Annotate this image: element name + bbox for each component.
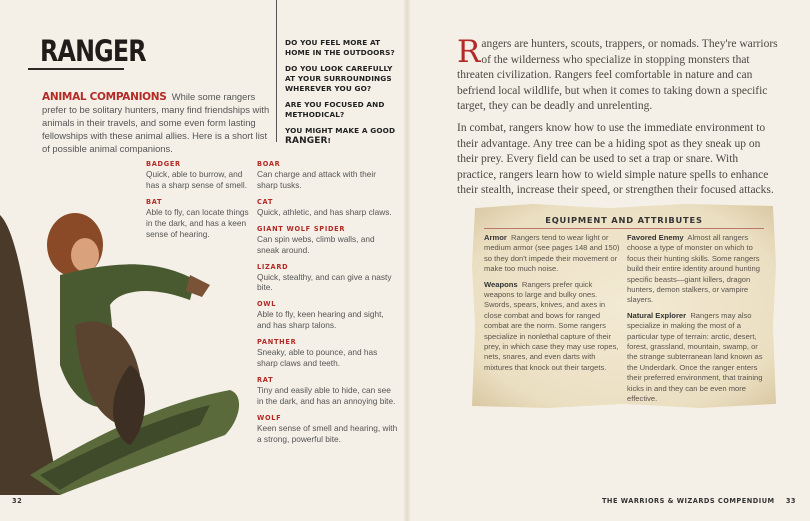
animal-name: BOAR — [257, 160, 281, 168]
animal-description: Able to fly, can locate things in the dark, and has a keen sense of hearing. — [146, 206, 249, 239]
animal-description: Quick, stealthy, and can give a nasty bite. — [257, 271, 392, 293]
animal-name: WOLF — [257, 413, 282, 422]
attribute — [627, 311, 765, 405]
animal-item — [257, 414, 399, 445]
question: ARE YOU FOCUSED AND METHODICAL? — [285, 100, 385, 119]
closing-q-text: YOU MIGHT MAKE A GOOD — [285, 126, 396, 135]
book-title: THE WARRIORS & WIZARDS COMPENDIUM — [601, 497, 775, 505]
page-number-right: 33 — [785, 497, 796, 505]
animal-name: LIZARD — [257, 262, 289, 271]
animal-item — [146, 198, 254, 240]
page-title: RANGER — [40, 34, 146, 68]
paragraph: In combat, rangers know how to use the immediate environment to their advantage. Any tree can be a hiding spot as they sneak up on their prey. Every field can be used to set a trap or snare. With practice, rangers learn how to wield simple nature spells to enhance their stealth, increase their speed, or strengthen their focused attacks. — [457, 121, 774, 197]
question-list — [285, 38, 397, 152]
book-gutter — [403, 0, 411, 521]
section-heading: ANIMAL COMPANIONS — [42, 91, 167, 103]
animal-description: Keen sense of smell and hearing, with a strong, powerful bite. — [257, 422, 398, 444]
animal-name: CAT — [257, 197, 274, 206]
animal-name: BADGER — [146, 160, 181, 168]
attribute-text: Rangers tend to wear light or medium armor (see pages 148 and 150) so they don't impede their movement or make too much noise. — [484, 233, 620, 274]
animal-description: Can spin webs, climb walls, and sneak around. — [257, 233, 375, 255]
intro-body — [457, 34, 779, 205]
animal-list-col1 — [146, 160, 254, 247]
animal-item — [257, 160, 399, 191]
paragraph — [457, 34, 779, 115]
animal-item — [257, 376, 399, 407]
closing-q-emph: RANGER — [285, 136, 328, 146]
box-column-right — [627, 233, 765, 410]
animal-description: Quick, able to burrow, and has a sharp sense of smell. — [146, 169, 247, 190]
attribute-term: Natural Explorer — [627, 310, 687, 320]
closing-q-suffix: ! — [327, 136, 331, 145]
attribute-term: Armor — [484, 233, 507, 242]
page-footer-right — [602, 497, 796, 505]
attribute-term: Weapons — [484, 279, 518, 289]
attribute-text: Rangers prefer quick weapons to large and bulky ones. Swords, spears, knives, and axes in close combat and bows for ranged combat are the norm. Some rangers specialize in nonlethal capture of their prey, in which case they may use ropes, nets, snares, and even darts with mixtures that knock out their targets. — [484, 279, 619, 372]
attribute-text: Almost all rangers choose a type of monster on which to focus their hunting skills. Some rangers build their entire identity around hunting specific beasts—giant killers, dragon hunters, demon stalkers, or vampire slayers. — [627, 233, 760, 305]
animal-list-col2 — [257, 160, 399, 452]
para1-text: angers are hunters, scouts, trappers, or nomads. They're warriors of the wilderness who specialize in stopping monsters that threaten civilization. Rangers feel comfortable in nature and can befriend local wildlife, but when it comes to taking down a specific target, they can be deadly and unrelenting. — [457, 38, 778, 113]
animal-item — [257, 338, 399, 369]
animal-item — [257, 198, 399, 218]
animal-companions-intro — [42, 91, 274, 156]
drop-cap: R — [457, 34, 481, 70]
attribute — [484, 233, 622, 275]
title-underline — [28, 68, 124, 70]
animal-name: BAT — [146, 197, 163, 206]
animal-name: RAT — [257, 375, 274, 384]
animal-item — [257, 225, 399, 256]
animal-description: Can charge and attack with their sharp tusks. — [257, 169, 376, 190]
question: DO YOU LOOK CAREFULLY AT YOUR SURROUNDINGS WHEREVER YOU GO? — [285, 64, 393, 93]
attribute-term: Favored Enemy — [627, 233, 684, 242]
box-title: EQUIPMENT AND ATTRIBUTES — [545, 215, 703, 225]
animal-item — [257, 300, 399, 331]
animal-name: PANTHER — [257, 338, 297, 347]
animal-description: Quick, athletic, and has sharp claws. — [257, 206, 392, 217]
attribute-text: Rangers may also specialize in making the most of a particular type of terrain: arctic, desert, forest, grassland, mountain, swamp, or the strange subterranean land known as the Underdark. Once the ranger enters their preferred environment, that training kicks in and they can be even more effective. — [627, 310, 763, 404]
animal-item — [257, 263, 399, 294]
animal-name: OWL — [257, 300, 277, 309]
question: DO YOU FEEL MORE AT HOME IN THE OUTDOORS? — [285, 38, 395, 57]
animal-item — [146, 160, 254, 191]
attribute — [627, 233, 765, 306]
animal-description: Tiny and easily able to hide, can see in the dark, and has an annoying bite. — [257, 384, 396, 406]
sidebar-divider — [276, 0, 277, 142]
animal-description: Able to fly, keen hearing and sight, and has sharp talons. — [257, 309, 384, 331]
closing-question — [285, 126, 397, 146]
animal-name: GIANT WOLF SPIDER — [257, 224, 346, 233]
page-number-left: 32 — [12, 497, 23, 505]
box-rule — [484, 228, 764, 229]
attribute — [484, 280, 622, 374]
intro-text: While some rangers prefer to be solitary hunters, many find friendships with animals in their travels, and some even form lasting fellowships with these animal allies. Here is a short list of possible animal companions. — [42, 91, 270, 154]
animal-description: Sneaky, able to pounce, and has sharp claws and teeth. — [257, 347, 378, 369]
box-column-left — [484, 233, 622, 378]
